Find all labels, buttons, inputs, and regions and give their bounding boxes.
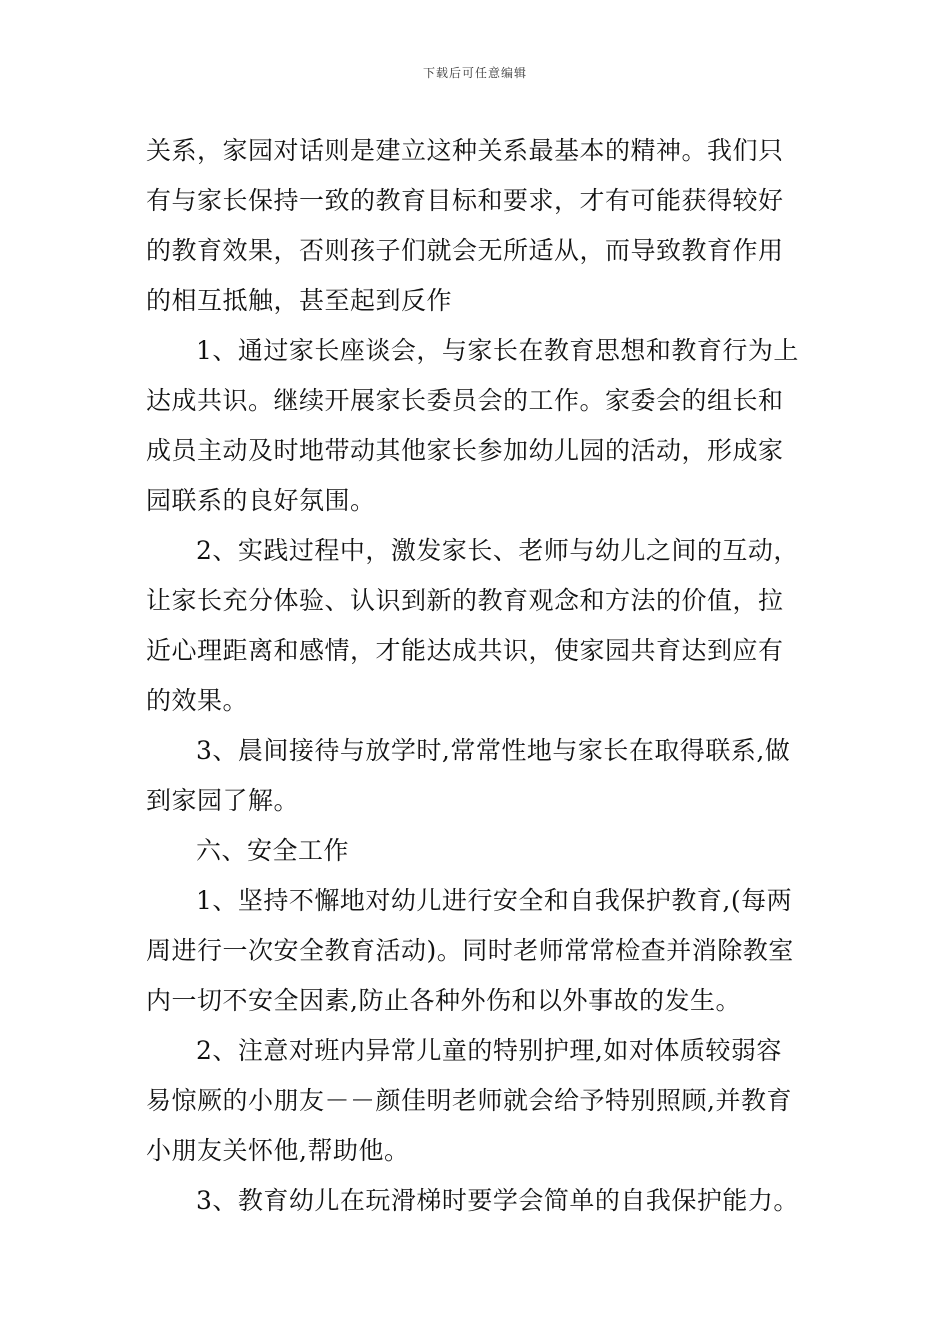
text-line: 的效果。	[146, 686, 249, 715]
text-line: 近心理距离和感情，才能达成共识，使家园共育达到应有	[146, 636, 784, 665]
paragraph-first-line: 1、坚持不懈地对幼儿进行安全和自我保护教育,(每两	[196, 886, 793, 915]
section-heading: 六、安全工作	[196, 836, 350, 865]
body-text	[146, 126, 808, 1226]
paragraph-first-line: 3、教育幼儿在玩滑梯时要学会简单的自我保护能力。	[196, 1186, 799, 1215]
paragraph-first-line: 1、通过家长座谈会，与家长在教育思想和教育行为上	[196, 336, 799, 365]
text-line: 易惊厥的小朋友－－颜佳明老师就会给予特别照顾,并教育	[146, 1086, 792, 1115]
text-line: 内一切不安全因素,防止各种外伤和以外事故的发生。	[146, 986, 741, 1015]
paragraph-first-line: 2、实践过程中，激发家长、老师与幼儿之间的互动，	[196, 536, 799, 565]
text-line: 到家园了解。	[146, 786, 300, 815]
text-line: 让家长充分体验、认识到新的教育观念和方法的价值，拉	[146, 586, 784, 615]
text-line: 的教育效果，否则孩子们就会无所适从，而导致教育作用	[146, 236, 784, 265]
text-line: 有与家长保持一致的教育目标和要求，才有可能获得较好	[146, 186, 784, 215]
text-line: 成员主动及时地带动其他家长参加幼儿园的活动，形成家	[146, 436, 784, 465]
text-line: 小朋友关怀他,帮助他。	[146, 1136, 410, 1165]
text-line: 周进行一次安全教育活动)。同时老师常常检查并消除教室	[146, 936, 794, 965]
text-line: 关系，家园对话则是建立这种关系最基本的精神。我们只	[146, 136, 784, 165]
text-line: 达成共识。继续开展家长委员会的工作。家委会的组长和	[146, 386, 784, 415]
text-line: 园联系的良好氛围。	[146, 486, 376, 515]
paragraph-first-line: 2、注意对班内异常儿童的特别护理,如对体质较弱容	[196, 1036, 782, 1065]
text-line: 的相互抵触，甚至起到反作	[146, 286, 453, 315]
page-header: 下载后可任意编辑	[422, 66, 527, 80]
paragraph-first-line: 3、晨间接待与放学时,常常性地与家长在取得联系,做	[196, 736, 791, 765]
